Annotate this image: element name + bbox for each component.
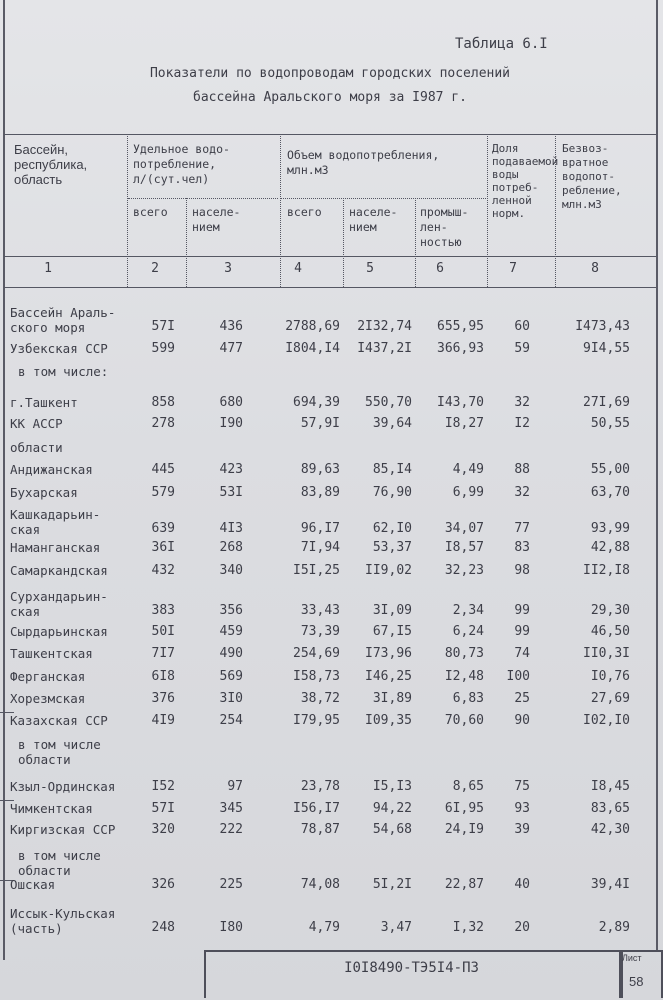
table-cell: 38,72 [300, 691, 340, 706]
row-name: Сырдарьинская [10, 624, 108, 639]
document-code: I0I8490-ТЭ5I4-ПЗ [344, 960, 479, 976]
table-cell: 268 [219, 540, 243, 555]
table-cell: 67,I5 [372, 624, 412, 639]
table-cell: 383 [151, 603, 175, 618]
row-name: Чимкентская [10, 801, 93, 816]
table-cell: 74 [514, 646, 530, 661]
left-frame-line [3, 0, 5, 960]
table-cell: 569 [219, 669, 243, 684]
row-name: в том числе области [18, 848, 101, 878]
table-cell: 579 [151, 485, 175, 500]
table-cell: I8,27 [444, 416, 484, 431]
table-cell: 254,69 [293, 646, 340, 661]
table-cell: 27I,69 [583, 395, 630, 410]
table-cell: 57I [151, 319, 175, 334]
table-cell: I79,95 [293, 713, 340, 728]
table-cell: I52 [151, 779, 175, 794]
header-top-rule [4, 134, 656, 135]
row-name: области [10, 440, 63, 455]
table-cell: 93 [514, 801, 530, 816]
table-cell: 6I8 [151, 669, 175, 684]
col-header-irretrievable: Безвоз- вратное водопот- ребление, млн.м3 [562, 142, 622, 211]
colnum-rule [4, 287, 656, 288]
table-cell: II9,02 [365, 563, 412, 578]
table-cell: 77 [514, 521, 530, 536]
table-cell: 376 [151, 691, 175, 706]
table-cell: 39 [514, 822, 530, 837]
table-cell: 6,24 [452, 624, 484, 639]
column-number: 8 [591, 261, 599, 276]
table-cell: 83 [514, 540, 530, 555]
table-cell: 70,60 [444, 713, 484, 728]
table-cell: 99 [514, 624, 530, 639]
table-cell: 20 [514, 920, 530, 935]
table-cell: 55,00 [590, 462, 630, 477]
table-cell: I8,57 [444, 540, 484, 555]
table-cell: 42,88 [590, 540, 630, 555]
table-cell: 93,99 [590, 521, 630, 536]
sheet-label: Лист [622, 953, 642, 963]
table-cell: 3I0 [219, 691, 243, 706]
table-cell: 36I [151, 540, 175, 555]
col-header-population-volume: населе- нием [349, 205, 398, 234]
table-cell: 5I,2I [372, 877, 412, 892]
table-cell: 3I,89 [372, 691, 412, 706]
sheet-number: 58 [629, 974, 644, 989]
table-cell: 54,68 [372, 822, 412, 837]
table-cell: 222 [219, 822, 243, 837]
table-cell: 32,23 [444, 563, 484, 578]
row-name: Кзыл-Ординская [10, 779, 116, 794]
table-cell: 25 [514, 691, 530, 706]
table-cell: 42,30 [590, 822, 630, 837]
col-divider [415, 198, 416, 287]
column-number: 4 [294, 261, 302, 276]
table-cell: 27,69 [590, 691, 630, 706]
table-cell: 63,70 [590, 485, 630, 500]
table-cell: 83,65 [590, 801, 630, 816]
table-cell: 78,87 [300, 822, 340, 837]
row-name: Наманганская [10, 540, 101, 555]
table-cell: 57,9I [300, 416, 340, 431]
table-cell: I46,25 [365, 669, 412, 684]
table-cell: 96,I7 [300, 521, 340, 536]
table-cell: 76,90 [372, 485, 412, 500]
table-cell: 33,43 [300, 603, 340, 618]
row-name: Иссык-Кульская (часть) [10, 906, 116, 936]
row-name: Бухарская [10, 485, 78, 500]
table-cell: 599 [151, 341, 175, 356]
col-header-total-specific: всего [133, 205, 168, 219]
table-cell: 2,34 [452, 603, 484, 618]
table-cell: 3,47 [380, 920, 412, 935]
table-cell: I437,2I [357, 341, 412, 356]
header-bottom-rule [4, 256, 656, 257]
table-cell: I8,45 [590, 779, 630, 794]
table-cell: 57I [151, 801, 175, 816]
row-name: Киргизская ССР [10, 822, 116, 837]
table-cell: I804,I4 [285, 341, 340, 356]
table-cell: 23,78 [300, 779, 340, 794]
row-name: Узбекская ССР [10, 341, 108, 356]
col-header-population-specific: населе- нием [192, 205, 241, 234]
row-name: Ташкентская [10, 646, 93, 661]
table-cell: I43,70 [437, 395, 484, 410]
table-cell: 459 [219, 624, 243, 639]
row-name: г.Ташкент [10, 395, 78, 410]
table-cell: 40 [514, 877, 530, 892]
table-cell: 90 [514, 713, 530, 728]
table-cell: 320 [151, 822, 175, 837]
table-cell: 3I,09 [372, 603, 412, 618]
table-cell: 34,07 [444, 521, 484, 536]
table-cell: 73,39 [300, 624, 340, 639]
table-cell: 50,55 [590, 416, 630, 431]
table-cell: 9I4,55 [583, 341, 630, 356]
table-cell: 340 [219, 563, 243, 578]
table-cell: I0,76 [590, 669, 630, 684]
table-cell: 7I7 [151, 646, 175, 661]
table-cell: 366,93 [437, 341, 484, 356]
table-cell: II2,I8 [583, 563, 630, 578]
table-cell: 7I,94 [300, 540, 340, 555]
table-cell: 4,49 [452, 462, 484, 477]
table-cell: 62,I0 [372, 521, 412, 536]
subheader-rule [281, 198, 486, 199]
column-number: 6 [436, 261, 444, 276]
table-cell: 53I [219, 485, 243, 500]
row-name: Хорезмская [10, 691, 86, 706]
table-cell: II0,3I [583, 646, 630, 661]
table-cell: 445 [151, 462, 175, 477]
table-cell: 74,08 [300, 877, 340, 892]
table-cell: 423 [219, 462, 243, 477]
table-cell: 98 [514, 563, 530, 578]
table-cell: 639 [151, 521, 175, 536]
row-name: Бассейн Араль- ского моря [10, 305, 116, 335]
table-cell: I90 [219, 416, 243, 431]
table-cell: 32 [514, 395, 530, 410]
table-cell: 680 [219, 395, 243, 410]
table-cell: 345 [219, 801, 243, 816]
table-cell: 6,83 [452, 691, 484, 706]
table-cell: 655,95 [437, 319, 484, 334]
col-divider [343, 198, 344, 287]
row-name: Андижанская [10, 462, 93, 477]
table-cell: I56,I7 [293, 801, 340, 816]
table-cell: 4,79 [308, 920, 340, 935]
table-cell: I5I,25 [293, 563, 340, 578]
table-title-line-2: бассейна Аральского моря за I987 г. [193, 90, 467, 105]
table-cell: I,32 [452, 920, 484, 935]
col-header-specific-consumption: Удельное водо- потребление, л/(сут.чел) [133, 142, 230, 186]
right-frame-line [656, 0, 658, 950]
row-name: в том числе: [18, 364, 109, 379]
table-cell: 858 [151, 395, 175, 410]
row-name: Казахская ССР [10, 713, 108, 728]
table-cell: 432 [151, 563, 175, 578]
table-cell: 4I9 [151, 713, 175, 728]
table-cell: 83,89 [300, 485, 340, 500]
table-cell: 46,50 [590, 624, 630, 639]
row-name: Кашкадарьин- ская [10, 507, 101, 537]
col-divider [186, 198, 187, 287]
table-cell: I473,43 [575, 319, 630, 334]
column-number: 2 [151, 261, 159, 276]
table-cell: 2I32,74 [357, 319, 412, 334]
col-header-basin: Бассейн, республика, область [14, 142, 88, 187]
table-cell: 24,I9 [444, 822, 484, 837]
table-cell: 550,70 [365, 395, 412, 410]
table-cell: 22,87 [444, 877, 484, 892]
table-cell: 39,4I [590, 877, 630, 892]
table-cell: 4I3 [219, 521, 243, 536]
table-cell: 326 [151, 877, 175, 892]
col-header-volume: Объем водопотребления, млн.м3 [287, 148, 440, 177]
table-cell: I02,I0 [583, 713, 630, 728]
col-header-share: Доля подаваемой воды потреб- ленной норм. [492, 142, 559, 220]
table-cell: 94,22 [372, 801, 412, 816]
row-name: Ферганская [10, 669, 86, 684]
row-name: КК АССР [10, 416, 63, 431]
table-title-line-1: Показатели по водопроводам городских поселений [149, 66, 511, 81]
table-cell: 278 [151, 416, 175, 431]
table-cell: 39,64 [372, 416, 412, 431]
table-cell: 254 [219, 713, 243, 728]
table-cell: 75 [514, 779, 530, 794]
table-cell: 80,73 [444, 646, 484, 661]
column-number: 7 [509, 261, 517, 276]
table-cell: 59 [514, 341, 530, 356]
table-cell: 2,89 [598, 920, 630, 935]
table-cell: 490 [219, 646, 243, 661]
col-divider [127, 134, 128, 287]
table-cell: 50I [151, 624, 175, 639]
subheader-rule [128, 198, 278, 199]
table-cell: I2 [514, 416, 530, 431]
table-cell: I5,I3 [372, 779, 412, 794]
table-cell: 477 [219, 341, 243, 356]
column-number: 5 [366, 261, 374, 276]
table-cell: I00 [506, 669, 530, 684]
table-cell: I2,48 [444, 669, 484, 684]
column-number: 3 [224, 261, 232, 276]
column-number: 1 [44, 261, 52, 276]
row-name: Сурхандарьин- ская [10, 589, 108, 619]
table-cell: 248 [151, 920, 175, 935]
col-header-total-volume: всего [287, 205, 322, 219]
table-cell: 2788,69 [285, 319, 340, 334]
table-cell: 29,30 [590, 603, 630, 618]
col-header-industry-volume: промыш- лен- ностью [420, 205, 469, 249]
table-cell: 436 [219, 319, 243, 334]
table-cell: 60 [514, 319, 530, 334]
table-cell: 53,37 [372, 540, 412, 555]
table-cell: 6I,95 [444, 801, 484, 816]
table-cell: I58,73 [293, 669, 340, 684]
table-cell: 356 [219, 603, 243, 618]
table-cell: 225 [219, 877, 243, 892]
table-cell: I73,96 [365, 646, 412, 661]
table-cell: 85,I4 [372, 462, 412, 477]
table-cell: 89,63 [300, 462, 340, 477]
col-divider [487, 134, 488, 287]
row-name: Самаркандская [10, 563, 108, 578]
table-cell: I80 [219, 920, 243, 935]
table-caption: Таблица 6.I [455, 36, 548, 52]
table-cell: 97 [227, 779, 243, 794]
table-cell: 88 [514, 462, 530, 477]
table-cell: 694,39 [293, 395, 340, 410]
table-cell: I09,35 [365, 713, 412, 728]
row-name: в том числе области [18, 737, 101, 767]
table-cell: 8,65 [452, 779, 484, 794]
table-cell: 6,99 [452, 485, 484, 500]
table-cell: 32 [514, 485, 530, 500]
table-cell: 99 [514, 603, 530, 618]
row-name: Ошская [10, 877, 56, 892]
